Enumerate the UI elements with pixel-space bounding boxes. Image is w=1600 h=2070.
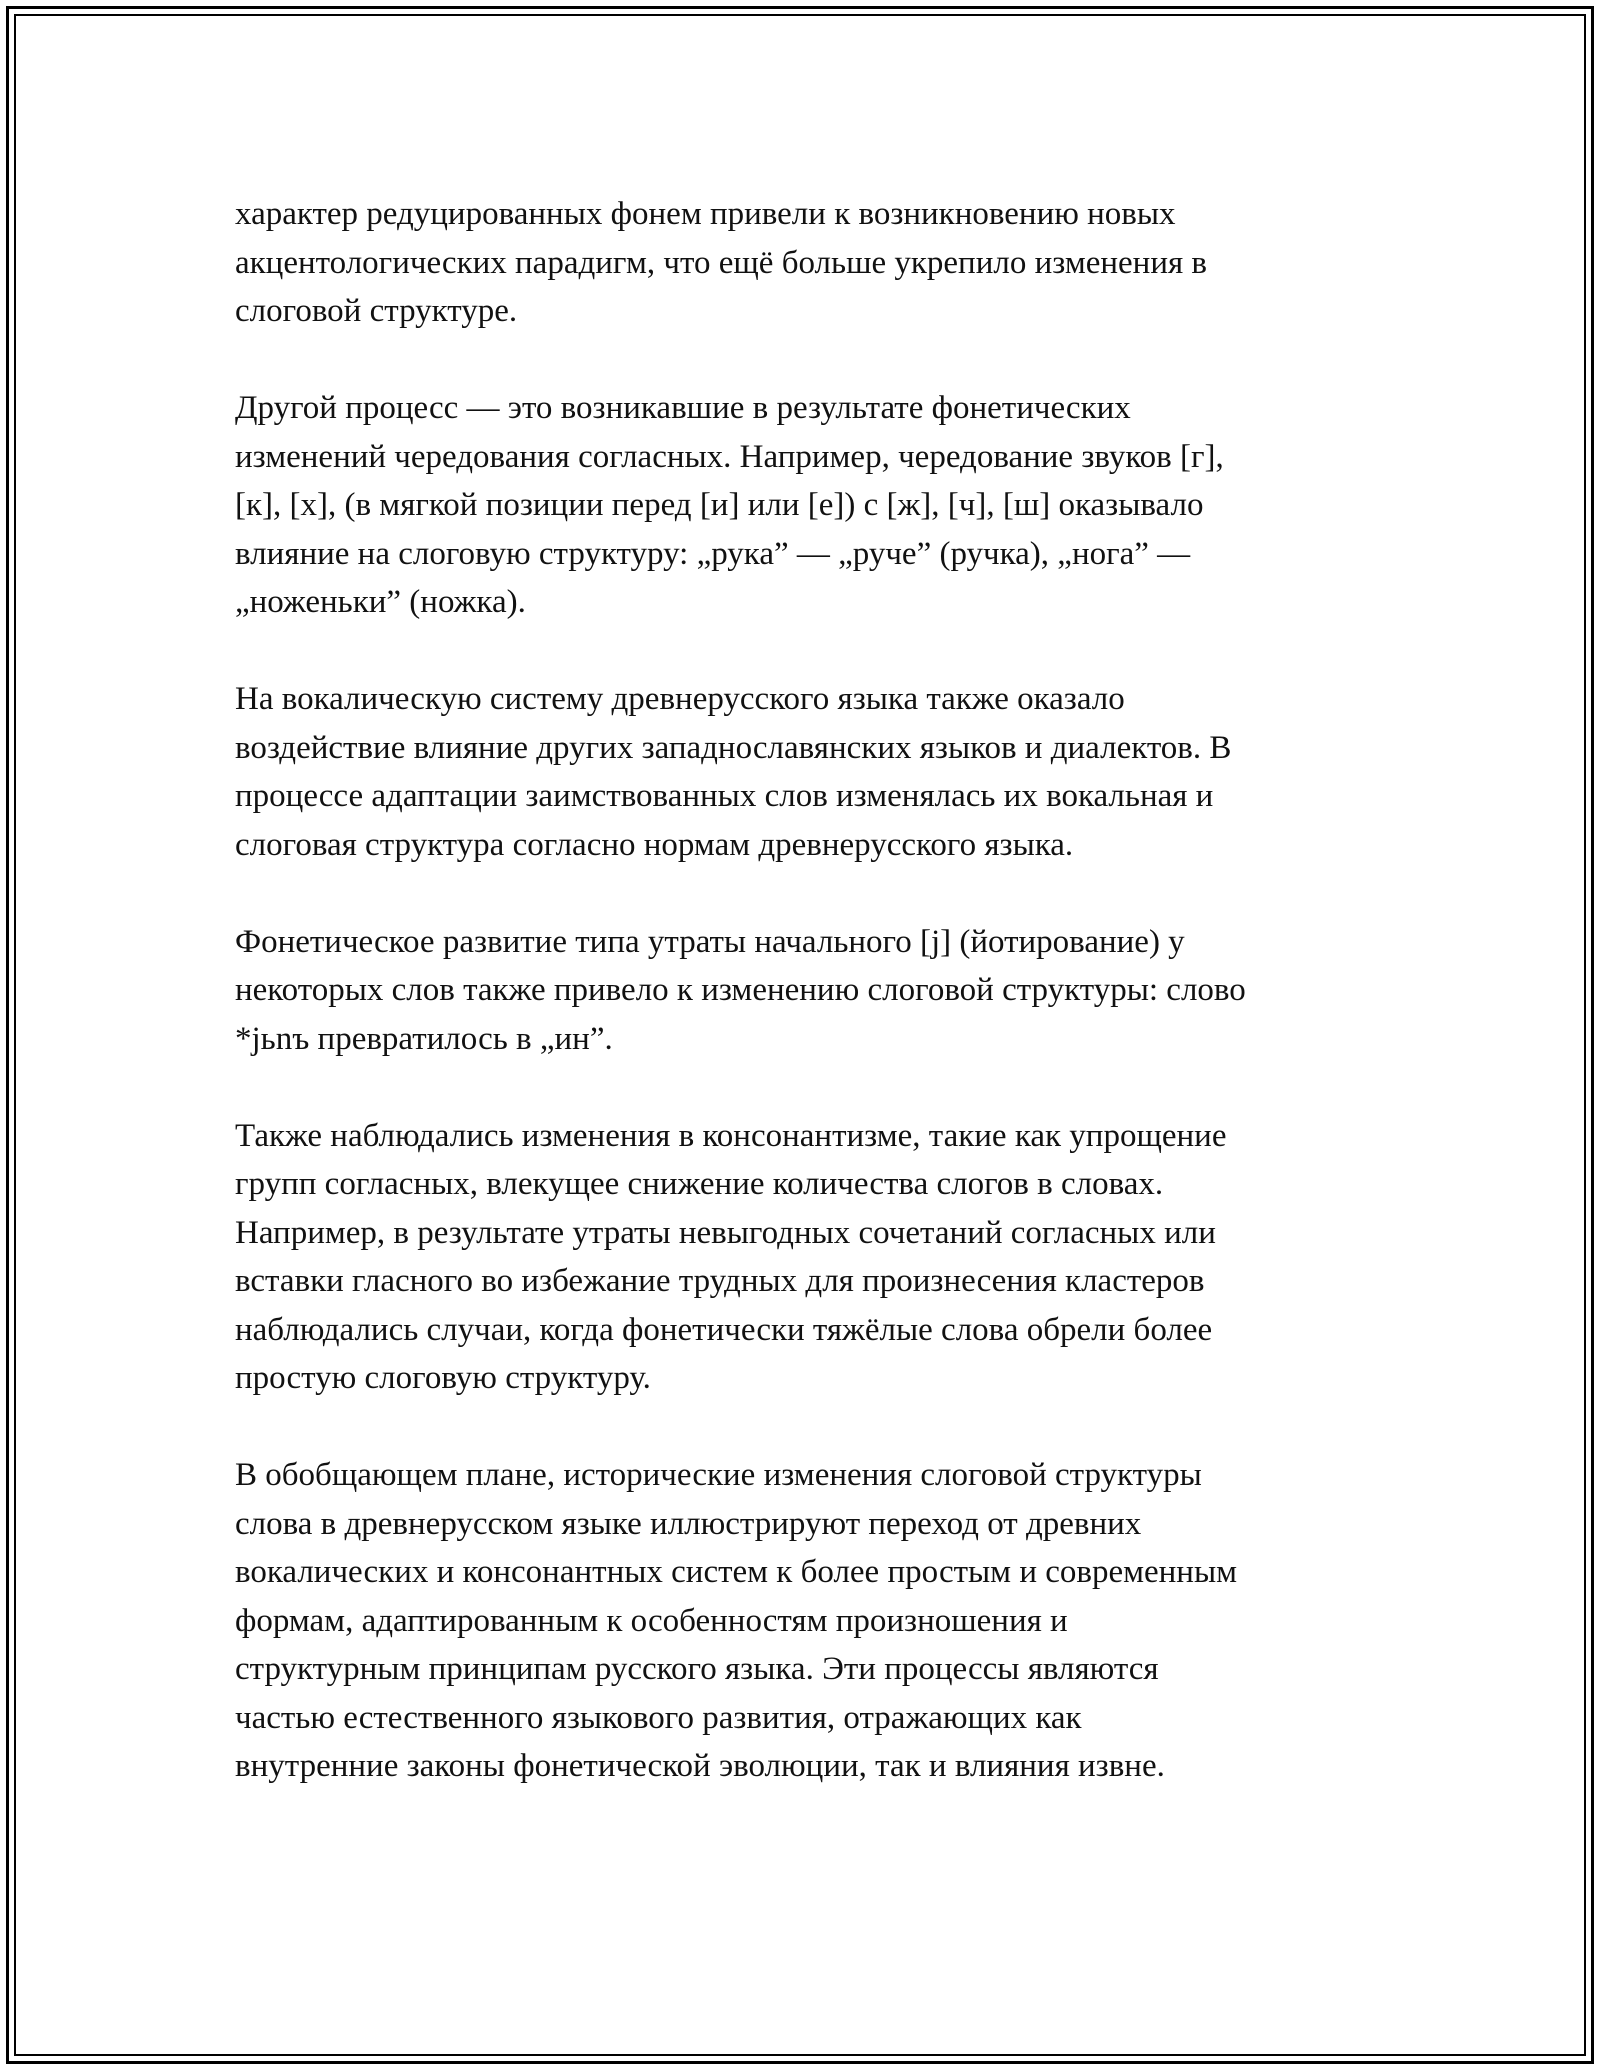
- paragraph-3: На вокалическую систему древнерусского языка также оказало воздействие влияние других западнославянских языков и диалектов. В процессе адаптации заимствованных слов изменялась их вокальная и слоговая структура согласно нормам древнерусского языка.: [235, 681, 1232, 863]
- paragraph-4: Фонетическое развитие типа утраты начального [j] (йотирование) у некоторых слов также привело к изменению слоговой структуры: слово *jьnъ превратилось в „ин”.: [235, 923, 1246, 1057]
- paragraph-2: Другой процесс — это возникавшие в результате фонетических изменений чередования согласных. Например, чередование звуков [г], [к], [х], (в мягкой позиции перед [и] или [е]) с [ж], [ч], [ш] оказывало влияние на слоговую структуру: „рука” — „руче” (ручка), „нога” — „ноженьки” (ножка).: [235, 390, 1224, 620]
- document-body: [235, 190, 1375, 1839]
- paragraph-5: Также наблюдались изменения в консонантизме, такие как упрощение групп согласных, влекущее снижение количества слогов в словах. Например, в результате утраты невыгодных сочетаний согласных или вставки гласного во избежание трудных для произнесения кластеров наблюдались случаи, когда фонетически тяжёлые слова обрели более простую слоговую структуру.: [235, 1117, 1227, 1396]
- paragraph-1: характер редуцированных фонем привели к возникновению новых акцентологических парадигм, что ещё больше укрепило изменения в слоговой структуре.: [235, 196, 1207, 329]
- paragraph-6: В обобщающем плане, исторические изменения слоговой структуры слова в древнерусском языке иллюстрируют переход от древних вокалических и консонантных систем к более простым и современным формам, адаптированным к особенностям произношения и структурным принципам русского языка. Эти процессы являются частью естественного языкового развития, отражающих как внутренние законы фонетической эволюции, так и влияния извне.: [235, 1457, 1238, 1784]
